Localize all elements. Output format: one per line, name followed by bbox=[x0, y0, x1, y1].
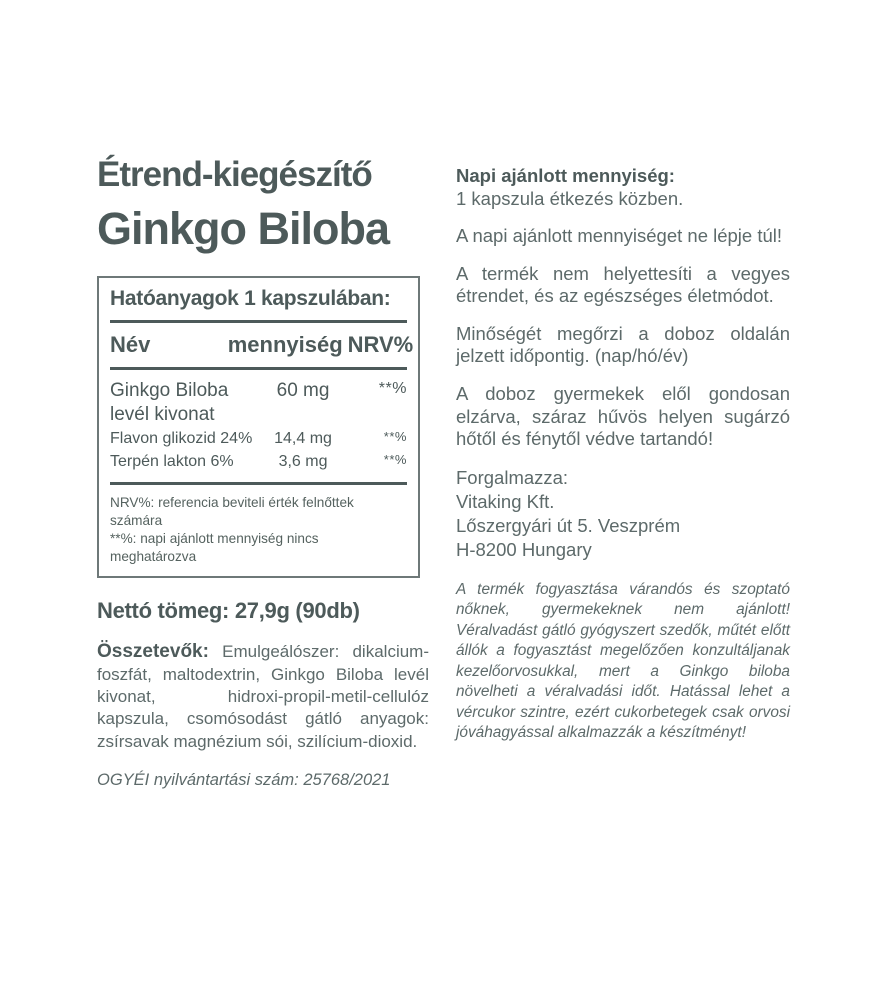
notice-storage: A doboz gyermekek elől gondosan elzárva, száraz hűvös helyen sugárzó hőtől és fénytől védve tartandó! bbox=[456, 382, 790, 450]
ingredient-amount: 3,6 mg bbox=[278, 453, 328, 471]
footnote-nrv: NRV%: referencia beviteli érték felnőttek számára bbox=[110, 494, 354, 528]
column-header-name: Név bbox=[110, 331, 151, 357]
column-header-nrv: NRV% bbox=[347, 331, 414, 357]
table-row bbox=[110, 379, 407, 427]
ingredient-amount: 60 mg bbox=[276, 379, 330, 401]
distributor-company: Vitaking Kft. bbox=[456, 490, 555, 512]
facts-footnotes bbox=[110, 494, 407, 566]
ingredient-nrv: **% bbox=[378, 379, 407, 397]
dosage-paragraph bbox=[456, 165, 790, 210]
ingredients-label: Összetevők: bbox=[97, 640, 209, 662]
footnote-asterisk: **%: napi ajánlott mennyiség nincs meghatározva bbox=[110, 530, 319, 564]
facts-table-header bbox=[110, 331, 414, 358]
ingredient-amount: 14,4 mg bbox=[274, 430, 332, 448]
ingredients-text: Emulgeálószer: dikalcium-foszfát, maltodextrin, Ginkgo Biloba levél kivonat, hidroxi-propil-metil-cellulóz kapszula, csomósodást gátló anyagok: zsírsavak magnézium sói, szilícium-dioxid. bbox=[97, 641, 429, 751]
dosage-label: Napi ajánlott mennyiség: bbox=[456, 165, 675, 186]
dosage-text: 1 kapszula étkezés közben. bbox=[456, 187, 684, 209]
right-column bbox=[456, 165, 790, 759]
divider bbox=[110, 320, 407, 323]
divider bbox=[110, 367, 407, 370]
table-row bbox=[110, 429, 407, 450]
distributor-street: Lőszergyári út 5. Veszprém bbox=[456, 514, 681, 536]
product-name-title: Ginkgo Biloba bbox=[97, 202, 390, 254]
table-row bbox=[110, 452, 407, 473]
medical-warning: A termék fogyasztása várandós és szoptató nőknek, gyermekeknek nem ajánlott! Véralvadást gátló gyógyszert szedők, műtét előtt állók a fogyasztást megelőzően konzultáljanak kezelőorvosukkal, mert a Ginkgo biloba növelheti a véralvadási időt. Hatással lehet a vércukor szintre, ezért cukorbetegek csak orvosi jóváhagyással alkalmazzák a készítményt! bbox=[456, 580, 790, 742]
distributor-country: H-8200 Hungary bbox=[456, 538, 592, 560]
ingredient-name: Ginkgo Biloba levél kivonat bbox=[110, 379, 229, 425]
column-header-quantity: mennyiség bbox=[227, 331, 343, 357]
facts-box-title: Hatóanyagok 1 kapszulában: bbox=[110, 286, 391, 310]
product-type-title: Étrend-kiegészítő bbox=[97, 155, 372, 194]
warning-overdose: A napi ajánlott mennyiséget ne lépje túl! bbox=[456, 225, 783, 247]
distributor-label: Forgalmazza: bbox=[456, 466, 569, 488]
registration-number: OGYÉI nyilvántartási szám: 25768/2021 bbox=[97, 770, 391, 789]
notice-balanced-diet: A termék nem helyettesíti a vegyes étrendet, és az egészséges életmódot. bbox=[456, 262, 790, 307]
supplement-facts-box bbox=[97, 276, 420, 578]
ingredient-name: Flavon glikozid 24% bbox=[110, 430, 253, 448]
ingredient-nrv: **% bbox=[383, 429, 407, 445]
net-weight: Nettó tömeg: 27,9g (90db) bbox=[97, 597, 360, 623]
ingredient-nrv: **% bbox=[383, 452, 407, 468]
divider bbox=[110, 482, 407, 485]
notice-best-before: Minőségét megőrzi a doboz oldalán jelzett időpontig. (nap/hó/év) bbox=[456, 322, 790, 367]
left-column bbox=[97, 156, 429, 790]
distributor-block bbox=[456, 466, 790, 562]
ingredient-name: Terpén lakton 6% bbox=[110, 453, 234, 471]
ingredients-paragraph bbox=[97, 640, 429, 753]
